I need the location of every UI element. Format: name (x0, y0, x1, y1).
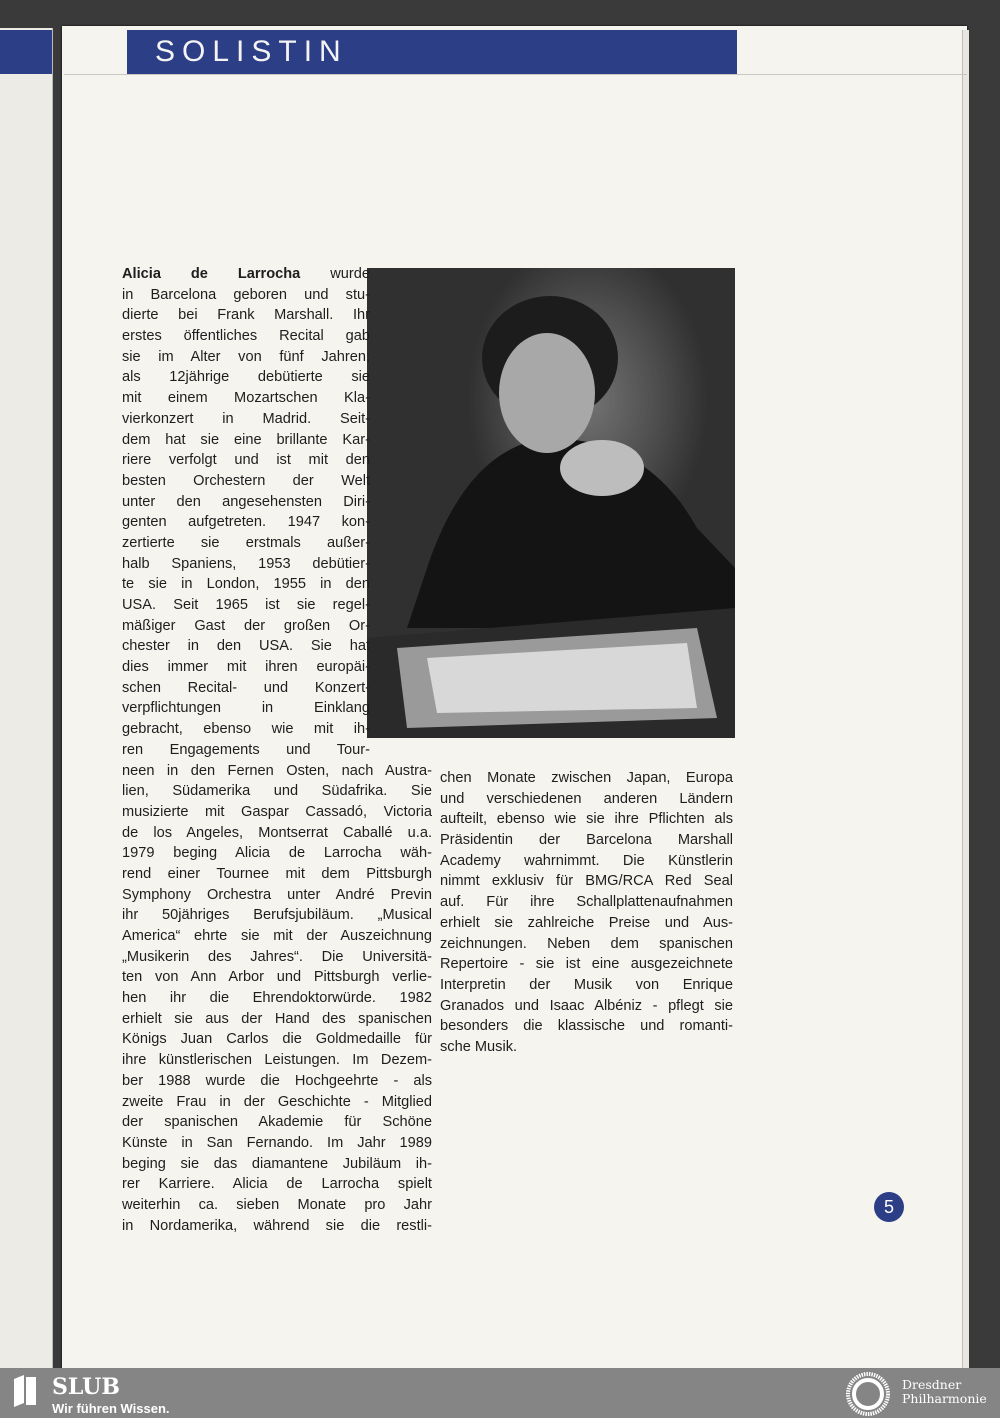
text-line: chen Monate zwischen Japan, Europa (440, 770, 733, 786)
text-line: erstes öffentliches Recital gab (122, 328, 370, 345)
section-header (127, 30, 737, 75)
philharmonie-logo-text[interactable] (902, 1378, 987, 1406)
text-line: Academy wahrnimmt. Die Künstlerin (440, 852, 733, 869)
text-line: USA. Seit 1965 ist sie regel- (122, 597, 370, 613)
text-line: auf. Für ihre Schallplattenaufnahmen (440, 894, 733, 911)
text-line: aufteilt, ebenso wie sie ihre Pflichten als (440, 811, 733, 828)
text-line: ber 1988 wurde die Hochgeehrte - als (122, 1072, 432, 1089)
slub-logo-text[interactable]: SLUB (52, 1374, 120, 1400)
text-line: Präsidentin der Barcelona Marshall (440, 832, 733, 849)
text-line: schen Recital- und Konzert- (122, 679, 370, 696)
text-line: Symphony Orchestra unter André Previn (122, 886, 432, 903)
text-line (122, 264, 370, 285)
text-line: de los Angeles, Montserrat Caballé u.a. (122, 824, 432, 841)
text-line: mäßiger Gast der großen Or- (122, 617, 370, 634)
biography-column-right (440, 768, 733, 1058)
page-edge (962, 30, 969, 1368)
text-line: besonders die klassische und romanti- (440, 1018, 733, 1035)
text-line: zweite Frau in der Geschichte - Mitglied (122, 1093, 432, 1110)
text-line: musizierte mit Gaspar Cassadó, Victoria (122, 803, 432, 820)
text-line: Granados und Isaac Albéniz - pflegt sie (440, 997, 733, 1014)
text-line: vierkonzert in Madrid. Seit- (122, 410, 370, 427)
text-line: als 12jährige debütierte sie (122, 369, 370, 386)
text-line: 1979 beging Alicia de Larrocha wäh- (122, 845, 432, 862)
text-line: rend einer Tournee mit dem Pittsburgh (122, 865, 432, 882)
text-line: weiterhin ca. sieben Monate pro Jahr (122, 1196, 432, 1213)
slub-slogan: Wir führen Wissen. (52, 1401, 170, 1416)
header-rule (64, 74, 967, 75)
text-line: genten aufgetreten. 1947 kon- (122, 514, 370, 531)
partner-line-2: Philharmonie (902, 1391, 987, 1406)
section-title: SOLISTIN (155, 35, 348, 68)
text-line: rer Karriere. Alicia de Larrocha spielt (122, 1176, 432, 1193)
text-line: und verschiedenen anderen Ländern (440, 790, 733, 807)
text-line: dies immer mit ihren europäi- (122, 659, 370, 676)
biography-column-left (122, 264, 432, 1236)
text-line: mit einem Mozartschen Kla- (122, 390, 370, 407)
text-line: in Barcelona geboren und stu- (122, 286, 370, 303)
text-line: lien, Südamerika und Südafrika. Sie (122, 783, 432, 800)
text-line: dierte bei Frank Marshall. Ihr (122, 307, 370, 324)
text-line: Künste in San Fernando. Im Jahr 1989 (122, 1134, 432, 1151)
text-line: sie im Alter von fünf Jahren; (122, 348, 370, 365)
text-line: verpflichtungen in Einklang (122, 700, 370, 717)
text-line: erhielt sie zahlreiche Preise und Aus- (440, 914, 733, 931)
text-line: „Musikerin des Jahres“. Die Universitä- (122, 948, 432, 965)
text-line: Interpretin der Musik von Enrique (440, 976, 733, 993)
text-line: hen ihr die Ehrendoktorwürde. 1982 (122, 990, 432, 1007)
text-line: ren Engagements und Tour- (122, 741, 370, 758)
text-line: Königs Juan Carlos die Goldmedaille für (122, 1031, 432, 1048)
footer-bar (0, 1368, 1000, 1418)
text-line: ihr 50jähriges Berufsjubiläum. „Musical (122, 907, 432, 924)
page-number: 5 (874, 1192, 904, 1222)
text-line: ten von Ann Arbor und Pittsburgh verlie- (122, 969, 432, 986)
text-line: te sie in London, 1955 in den (122, 576, 370, 593)
text-line: nimmt exklusiv für BMG/RCA Red Seal (440, 873, 733, 890)
text-line: zeichnungen. Neben dem spanischen (440, 935, 733, 952)
text-line: gebracht, ebenso wie mit ih- (122, 721, 370, 738)
text-line: besten Orchestern der Welt (122, 472, 370, 489)
text-line: America“ ehrte sie mit der Auszeichnung (122, 928, 432, 944)
text-line: der spanischen Akademie für Schöne (122, 1114, 432, 1131)
text-line: neen in den Fernen Osten, nach Austra- (122, 762, 432, 779)
artist-name: Alicia de Larrocha (122, 266, 301, 282)
text-line: unter den angesehensten Diri- (122, 493, 370, 510)
text-line: Repertoire - sie ist eine ausgezeichnete (440, 956, 733, 973)
text-line: halb Spaniens, 1953 debütier- (122, 555, 370, 572)
text-line: riere verfolgt und ist mit den (122, 452, 370, 469)
text-line-fragment: wurde (300, 266, 371, 282)
text-line: zertierte sie erstmals außer- (122, 534, 370, 551)
facing-page-edge (0, 28, 53, 1368)
text-line: erhielt sie aus der Hand des spanischen (122, 1010, 432, 1027)
partner-line-1: Dresdner (902, 1377, 962, 1392)
text-line: dem hat sie eine brillante Kar- (122, 431, 370, 448)
text-line: ihre künstlerischen Leistungen. Im Dezem- (122, 1052, 432, 1069)
text-line: beging sie das diamantene Jubiläum ih- (122, 1155, 432, 1172)
text-line: sche Musik. (440, 1038, 518, 1055)
slub-book-icon (10, 1373, 42, 1409)
text-line: in Nordamerika, während sie die restli- (122, 1217, 432, 1234)
text-line: chester in den USA. Sie hat (122, 638, 370, 655)
philharmonie-logo-icon (842, 1371, 894, 1417)
facing-page-header-bar (0, 30, 52, 74)
